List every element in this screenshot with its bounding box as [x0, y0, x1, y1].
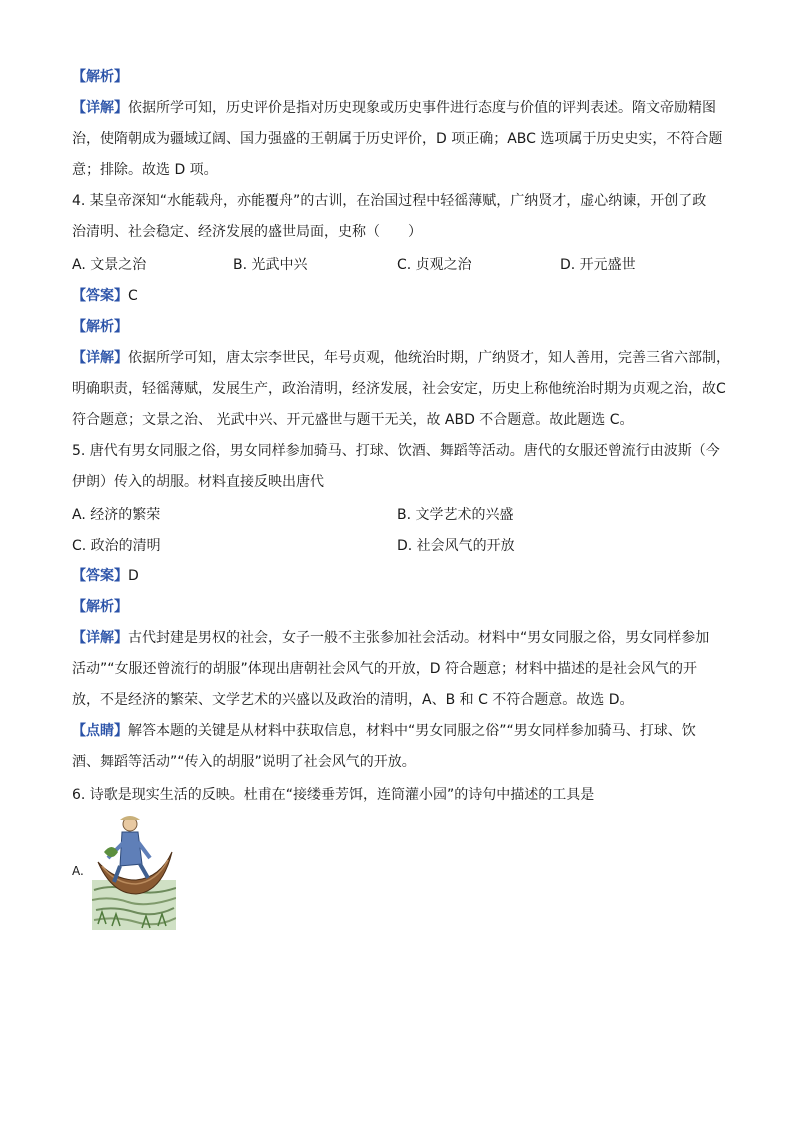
- analysis-tag: 【解析】: [72, 319, 128, 335]
- detail-tag: 【详解】: [72, 350, 128, 366]
- detail-line: 符合题意；文景之治、 光武中兴、开元盛世与题干无关，故 ABD 不合题意。故此题选 C。: [72, 412, 634, 428]
- q5-option-c: C. 政治的清明: [72, 538, 161, 554]
- question-4-stem: 治清明、社会稳定、经济发展的盛世局面，史称（ ）: [72, 224, 422, 240]
- question-6-stem: 6. 诗歌是现实生活的反映。杜甫在“接缕垂芳饵，连筒灌小园”的诗句中描述的工具是: [72, 787, 595, 803]
- detail-line: 【详解】依据所学可知，唐太宗李世民，年号贞观，他统治时期，广纳贤才，知人善用，完善三省六部制，: [72, 350, 730, 366]
- q5-option-d: D. 社会风气的开放: [397, 538, 515, 554]
- detail-line: 【详解】古代封建是男权的社会，女子一般不主张参加社会活动。材料中“男女同服之俗，男女同样参加: [72, 630, 710, 646]
- comment-tag: 【点睛】: [72, 723, 128, 739]
- q4-option-a: A. 文景之治: [72, 257, 147, 273]
- detail-line: 治，使隋朝成为疆域辽阔、国力强盛的王朝属于历史评价，D 项正确；ABC 选项属于历史史实，不符合题: [72, 131, 723, 147]
- q6-option-a-label: A.: [72, 864, 84, 878]
- analysis-tag: 【解析】: [72, 69, 128, 85]
- comment-line: 【点睛】解答本题的关键是从材料中获取信息，材料中“男女同服之俗”“男女同样参加骑马、打球、饮: [72, 723, 696, 739]
- detail-line: 明确职责，轻徭薄赋，发展生产，政治清明，经济发展，社会安定，历史上称他统治时期为贞观之治，故C: [72, 381, 726, 397]
- fishing-boat-illustration: [92, 812, 176, 930]
- detail-tag: 【详解】: [72, 630, 128, 646]
- q4-option-b: B. 光武中兴: [233, 257, 308, 273]
- q5-option-a: A. 经济的繁荣: [72, 507, 161, 523]
- detail-line: 活动”“女服还曾流行的胡服”体现出唐朝社会风气的开放，D 符合题意；材料中描述的是社会风气的开: [72, 661, 697, 677]
- detail-tag: 【详解】: [72, 100, 128, 116]
- q4-answer: 【答案】C: [72, 288, 138, 304]
- q4-option-c: C. 贞观之治: [397, 257, 472, 273]
- q5-answer: 【答案】D: [72, 568, 139, 584]
- question-5-stem: 5. 唐代有男女同服之俗，男女同样参加骑马、打球、饮酒、舞蹈等活动。唐代的女服还曾流行由波斯（今: [72, 443, 720, 459]
- analysis-tag: 【解析】: [72, 599, 128, 615]
- detail-line: 【详解】依据所学可知，历史评价是指对历史现象或历史事件进行态度与价值的评判表述。隋文帝励精图: [72, 100, 716, 116]
- question-4-stem: 4. 某皇帝深知“水能载舟，亦能覆舟”的古训，在治国过程中轻徭薄赋，广纳贤才，虚心纳谏，开创了政: [72, 193, 707, 209]
- detail-line: 放，不是经济的繁荣、文学艺术的兴盛以及政治的清明，A、B 和 C 不符合题意。故选 D。: [72, 692, 634, 708]
- detail-line: 意；排除。故选 D 项。: [72, 162, 218, 178]
- q4-option-d: D. 开元盛世: [560, 257, 636, 273]
- comment-line: 酒、舞蹈等活动”“传入的胡服”说明了社会风气的开放。: [72, 754, 416, 770]
- question-5-stem: 伊朗）传入的胡服。材料直接反映出唐代: [72, 474, 324, 490]
- q5-option-b: B. 文学艺术的兴盛: [397, 507, 514, 523]
